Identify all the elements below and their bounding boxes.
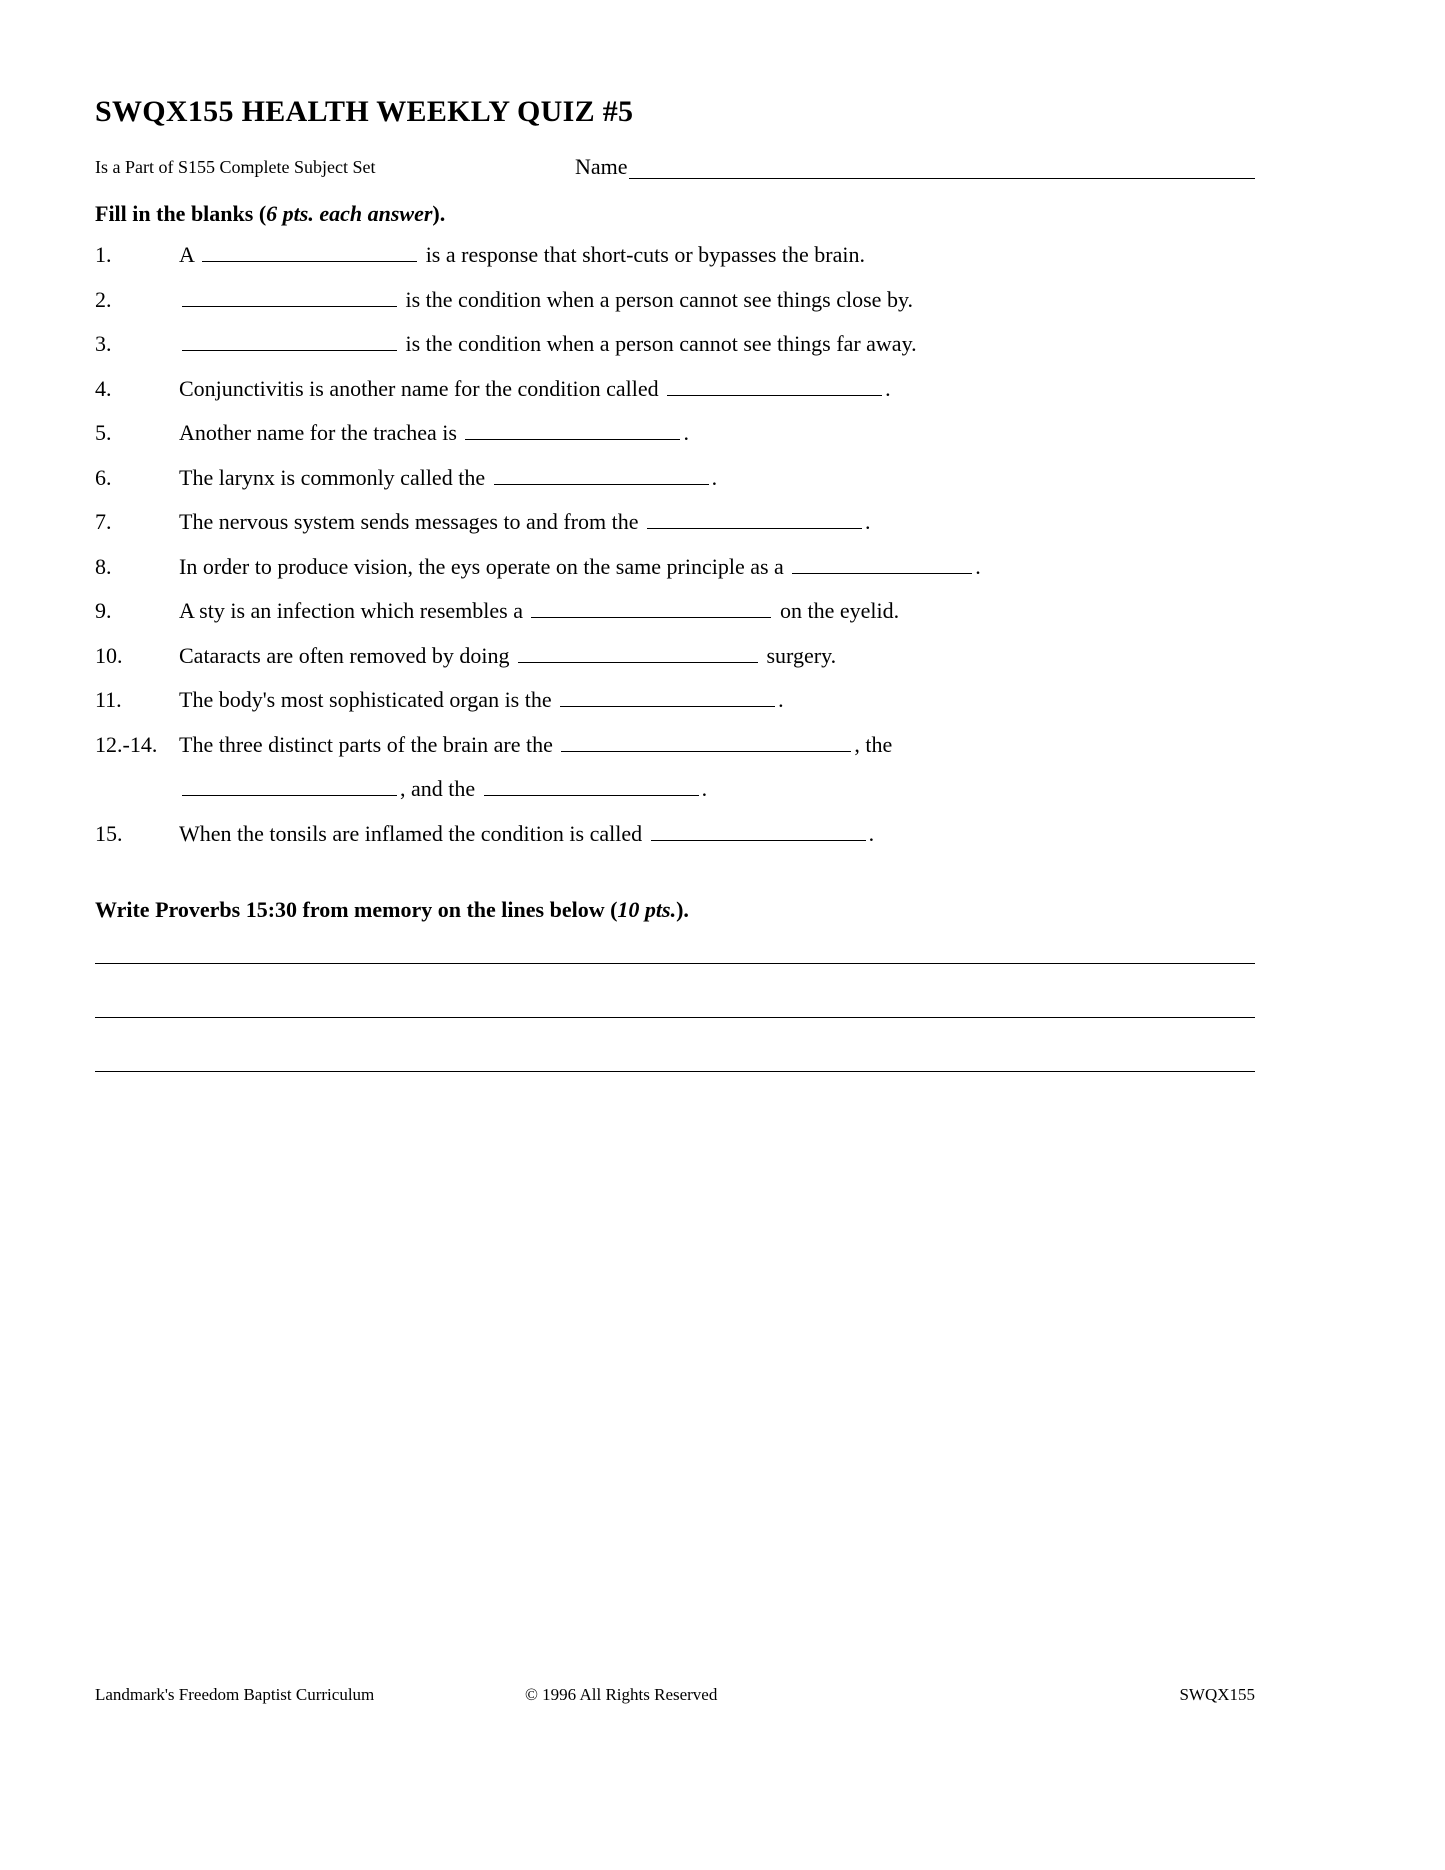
continuation-text-end: .: [701, 776, 708, 801]
question-text-pre: The three distinct parts of the brain are the: [179, 731, 553, 757]
question-item: [95, 553, 1255, 581]
question-body: [179, 330, 1255, 358]
question-number: 6.: [95, 464, 112, 490]
instruction-points: 6 pts. each answer: [266, 201, 433, 226]
question-number: 1.: [95, 242, 112, 267]
question-text-pre: The nervous system sends messages to and from the: [179, 509, 639, 534]
answer-blank[interactable]: [182, 777, 397, 796]
question-text-pre: The larynx is commonly called the: [179, 464, 486, 490]
answer-blank[interactable]: [182, 288, 397, 307]
instruction-text: Fill in the blanks (: [95, 201, 267, 226]
instruction-fill-in-the-blanks: [95, 201, 1255, 227]
question-text-pre: The body's most sophisticated organ is the: [179, 687, 552, 712]
question-body: [179, 241, 1255, 269]
name-field-group: [575, 156, 1255, 179]
answer-blank[interactable]: [647, 510, 862, 529]
question-number: 15.: [95, 820, 123, 846]
proverb-instruction: [95, 897, 1255, 923]
subject-set-note: Is a Part of S155 Complete Subject Set: [95, 157, 376, 178]
question-item: [95, 597, 1255, 625]
question-text-post: .: [864, 509, 871, 534]
answer-blank[interactable]: [560, 688, 775, 707]
question-body: [179, 553, 1255, 581]
answer-blank[interactable]: [484, 777, 699, 796]
question-text-post: surgery.: [766, 642, 837, 668]
answer-blank[interactable]: [494, 466, 709, 485]
proverb-instruction-text: Write Proverbs 15:30 from memory on the lines below (: [95, 897, 618, 922]
question-continuation-body: [179, 775, 1255, 803]
answer-blank[interactable]: [667, 377, 882, 396]
question-text-pre: A: [179, 242, 194, 267]
question-number: 10.: [95, 642, 123, 668]
question-item: [95, 241, 1255, 269]
question-number: 8.: [95, 553, 112, 579]
question-body: [179, 286, 1255, 314]
proverb-instruction-points: 10 pts.: [617, 897, 677, 922]
question-body: [179, 686, 1255, 714]
answer-blank[interactable]: [518, 644, 758, 663]
answer-blank[interactable]: [182, 332, 397, 351]
question-number: 12.-14.: [95, 731, 158, 757]
question-body: [179, 597, 1255, 625]
question-number: 2.: [95, 286, 112, 312]
question-body: [179, 731, 1255, 759]
question-text-post: .: [711, 464, 718, 490]
question-continuation: [95, 775, 1255, 803]
question-number: 11.: [95, 687, 122, 712]
question-text-pre: Another name for the trachea is: [179, 420, 457, 445]
question-body: [179, 820, 1255, 848]
question-number: 3.: [95, 331, 112, 356]
answer-blank[interactable]: [202, 243, 417, 262]
question-number-spacer: [95, 775, 179, 803]
write-line[interactable]: [95, 963, 1255, 964]
footer-document-code: SWQX155: [1179, 1685, 1255, 1704]
name-input-line[interactable]: [629, 158, 1255, 179]
question-text-pre: In order to produce vision, the eys operate on the same principle as a: [179, 553, 784, 579]
write-line[interactable]: [95, 1071, 1255, 1072]
question-text-post: .: [778, 687, 784, 712]
question-text-post: .: [868, 820, 875, 846]
question-text-post: on the eyelid.: [779, 598, 900, 623]
question-item: [95, 375, 1255, 403]
name-label: Name: [575, 154, 628, 179]
question-number: 7.: [95, 509, 112, 534]
answer-blank[interactable]: [465, 421, 680, 440]
question-number: 4.: [95, 375, 112, 401]
answer-blank[interactable]: [561, 733, 851, 752]
question-item: [95, 508, 1255, 536]
worksheet-content: [95, 95, 1255, 1125]
instruction-text-end: ).: [432, 201, 446, 226]
page-footer: [95, 1685, 1255, 1705]
question-body: [179, 508, 1255, 536]
write-line[interactable]: [95, 1017, 1255, 1018]
question-text-post: is a response that short-cuts or bypasses the brain.: [425, 242, 865, 267]
question-text-pre: When the tonsils are inflamed the condition is called: [179, 820, 643, 846]
question-item: [95, 464, 1255, 492]
question-number: 5.: [95, 420, 112, 445]
question-item: [95, 330, 1255, 358]
question-item: [95, 419, 1255, 447]
proverb-instruction-end: ).: [676, 897, 689, 922]
footer-publisher: Landmark's Freedom Baptist Curriculum: [95, 1685, 375, 1704]
question-text-pre: Cataracts are often removed by doing: [179, 642, 510, 668]
question-text-pre: A sty is an infection which resembles a: [179, 598, 523, 623]
question-item: [95, 731, 1255, 759]
continuation-text-mid: , and the: [400, 776, 476, 801]
question-text-pre: Conjunctivitis is another name for the condition called: [179, 375, 659, 401]
question-text-post: is the condition when a person cannot see things far away.: [405, 331, 917, 356]
question-text-post: .: [683, 420, 689, 445]
question-text-post: , the: [854, 731, 893, 757]
question-body: [179, 419, 1255, 447]
answer-blank[interactable]: [651, 822, 866, 841]
question-body: [179, 464, 1255, 492]
question-number: 9.: [95, 598, 112, 623]
question-item: [95, 820, 1255, 848]
question-item: [95, 286, 1255, 314]
question-text-post: .: [975, 553, 981, 579]
question-item: [95, 642, 1255, 670]
question-item: [95, 686, 1255, 714]
subheader-row: [95, 156, 1255, 179]
answer-blank[interactable]: [531, 599, 771, 618]
question-body: [179, 642, 1255, 670]
question-text-post: is the condition when a person cannot see things close by.: [405, 286, 914, 312]
page-title: SWQX155 HEALTH WEEKLY QUIZ #5: [95, 95, 634, 128]
footer-copyright: © 1996 All Rights Reserved: [525, 1685, 718, 1704]
question-body: [179, 375, 1255, 403]
question-text-post: .: [885, 375, 891, 401]
answer-blank[interactable]: [792, 555, 972, 574]
